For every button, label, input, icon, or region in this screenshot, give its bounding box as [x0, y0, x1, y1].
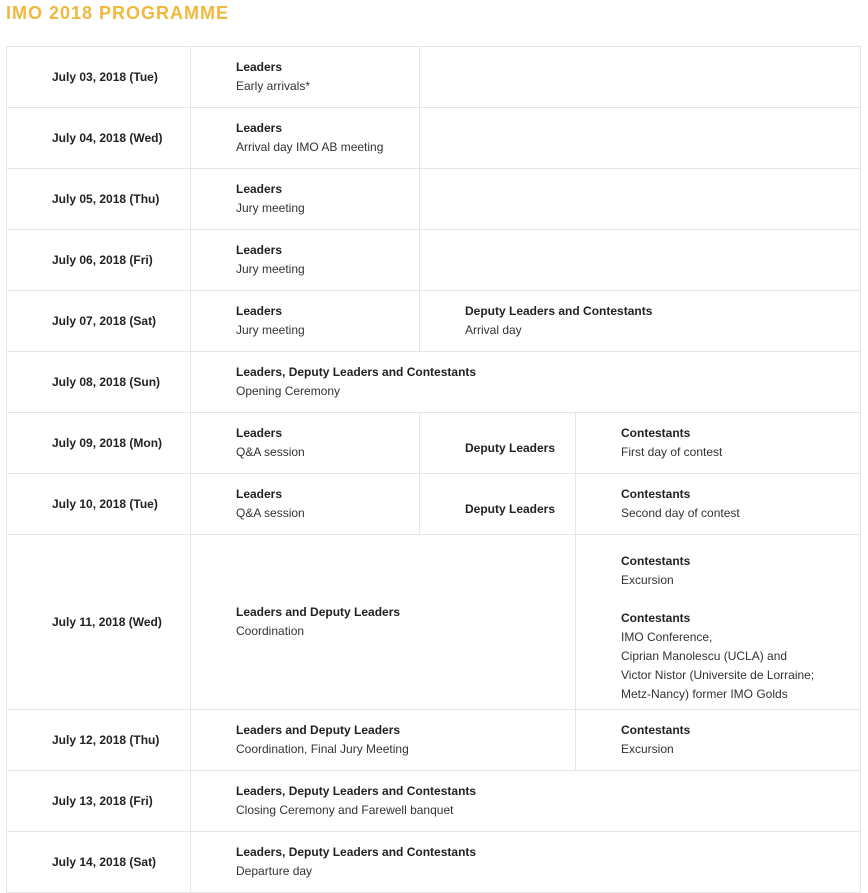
deputies-cell: [420, 413, 576, 474]
event-text: Q&A session: [236, 445, 305, 459]
table-row: [7, 291, 861, 352]
table-row: [7, 832, 861, 893]
event-text: Departure day: [236, 864, 313, 878]
contestants-cell: [576, 710, 861, 771]
date-cell: July 07, 2018 (Sat): [7, 291, 191, 352]
date-cell: July 14, 2018 (Sat): [7, 832, 191, 893]
event-text: First day of contest: [621, 445, 723, 459]
event-text-line: Metz-Nancy) former IMO Golds: [621, 687, 788, 701]
group-label: Leaders: [236, 487, 283, 501]
group-label: Leaders, Deputy Leaders and Contestants: [236, 784, 477, 798]
group-label: Leaders: [236, 60, 283, 74]
event-text: Early arrivals*: [236, 79, 311, 93]
group-label: Deputy Leaders: [465, 441, 556, 455]
group-label: Leaders: [236, 304, 283, 318]
date-cell: July 06, 2018 (Fri): [7, 230, 191, 291]
all-groups-cell: [191, 771, 861, 832]
contestants-cell: [576, 535, 861, 710]
table-row: [7, 230, 861, 291]
table-row: [7, 771, 861, 832]
leaders-cell: [191, 47, 420, 108]
date-cell: July 04, 2018 (Wed): [7, 108, 191, 169]
table-row: [7, 169, 861, 230]
event-text: Opening Ceremony: [236, 384, 341, 398]
event-text: Arrival day: [465, 323, 522, 337]
all-groups-cell: [191, 832, 861, 893]
contestants-cell: [576, 474, 861, 535]
leaders-deputies-cell: [191, 535, 576, 710]
date-cell: July 13, 2018 (Fri): [7, 771, 191, 832]
empty-cell: [420, 230, 861, 291]
group-label: Contestants: [621, 611, 691, 625]
event-text-line: Victor Nistor (Universite de Lorraine;: [621, 668, 815, 682]
event-text: Excursion: [621, 742, 674, 756]
event-text-line: Ciprian Manolescu (UCLA) and: [621, 649, 788, 663]
event-text: Jury meeting: [236, 323, 305, 337]
event-text: Q&A session: [236, 506, 305, 520]
spacer: [621, 590, 852, 609]
group-label: Leaders: [236, 121, 283, 135]
event-text: Coordination: [236, 624, 305, 638]
leaders-cell: [191, 169, 420, 230]
group-label: Leaders and Deputy Leaders: [236, 605, 401, 619]
table-row: [7, 352, 861, 413]
date-cell: July 11, 2018 (Wed): [7, 535, 191, 710]
table-row: [7, 413, 861, 474]
leaders-cell: [191, 413, 420, 474]
group-label: Deputy Leaders: [465, 502, 556, 516]
date-cell: July 12, 2018 (Thu): [7, 710, 191, 771]
table-row: [7, 47, 861, 108]
event-text-line: IMO Conference,: [621, 630, 713, 644]
leaders-cell: [191, 230, 420, 291]
event-text: Jury meeting: [236, 262, 305, 276]
group-label: Contestants: [621, 487, 691, 501]
date-cell: July 10, 2018 (Tue): [7, 474, 191, 535]
group-label: Leaders, Deputy Leaders and Contestants: [236, 365, 477, 379]
page-title: IMO 2018 PROGRAMME: [6, 3, 230, 23]
empty-cell: [420, 108, 861, 169]
date-cell: July 03, 2018 (Tue): [7, 47, 191, 108]
leaders-cell: [191, 291, 420, 352]
group-label: Contestants: [621, 723, 691, 737]
deputies-cell: [420, 474, 576, 535]
date-cell: July 08, 2018 (Sun): [7, 352, 191, 413]
deputies-cell: [420, 291, 861, 352]
group-label: Leaders: [236, 243, 283, 257]
contestants-cell: [576, 413, 861, 474]
event-text: Second day of contest: [621, 506, 740, 520]
group-label: Contestants: [621, 426, 691, 440]
group-label: Contestants: [621, 554, 691, 568]
group-label: Leaders: [236, 426, 283, 440]
table-row: [7, 710, 861, 771]
leaders-deputies-cell: [191, 710, 576, 771]
event-text: Closing Ceremony and Farewell banquet: [236, 803, 454, 817]
group-label: Leaders and Deputy Leaders: [236, 723, 401, 737]
group-label: Leaders, Deputy Leaders and Contestants: [236, 845, 477, 859]
empty-cell: [420, 169, 861, 230]
programme-table: [6, 46, 861, 893]
empty-cell: [420, 47, 861, 108]
event-text: Jury meeting: [236, 201, 305, 215]
group-label: Deputy Leaders and Contestants: [465, 304, 653, 318]
event-text: Arrival day IMO AB meeting: [236, 140, 384, 154]
all-groups-cell: [191, 352, 861, 413]
event-text: Coordination, Final Jury Meeting: [236, 742, 409, 756]
date-cell: July 09, 2018 (Mon): [7, 413, 191, 474]
leaders-cell: [191, 108, 420, 169]
table-row: [7, 474, 861, 535]
date-cell: July 05, 2018 (Thu): [7, 169, 191, 230]
event-text: Excursion: [621, 573, 674, 587]
table-row: [7, 535, 861, 710]
table-row: [7, 108, 861, 169]
leaders-cell: [191, 474, 420, 535]
group-label: Leaders: [236, 182, 283, 196]
